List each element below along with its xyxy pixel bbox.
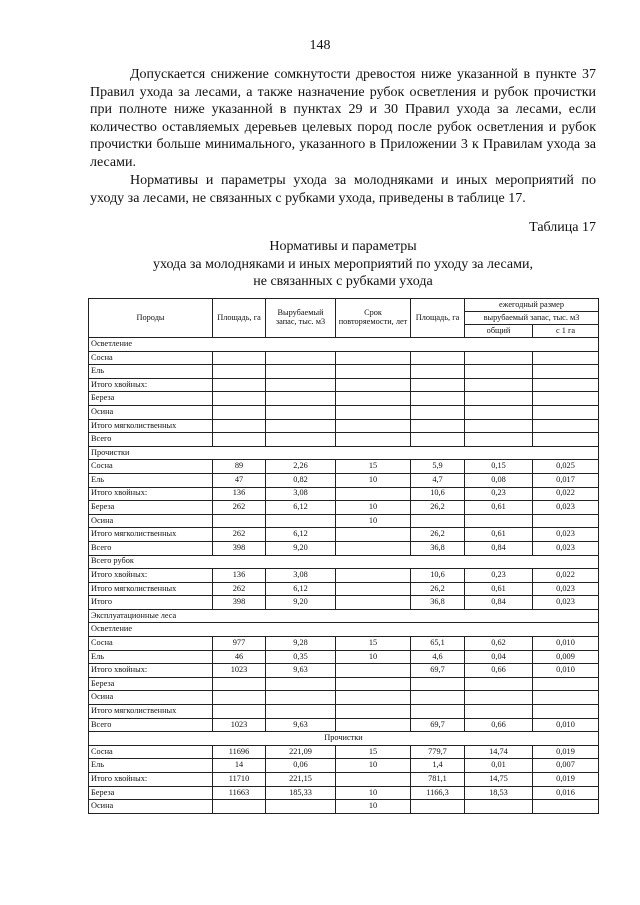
- cell-repeat-period: [336, 405, 411, 419]
- table-row: [89, 718, 599, 732]
- cell-species: Итого мягколиственных: [89, 582, 213, 596]
- cell-annual-per-ha: 0,025: [533, 460, 599, 474]
- cell-species: Итого хвойных:: [89, 664, 213, 678]
- cell-annual-per-ha: 0,019: [533, 745, 599, 759]
- cell-felled-stock: 221,15: [266, 773, 336, 787]
- cell-area: [213, 378, 266, 392]
- cell-repeat-period: 15: [336, 460, 411, 474]
- cell-repeat-period: [336, 528, 411, 542]
- section-row: [89, 446, 599, 460]
- cell-annual-per-ha: 0,023: [533, 528, 599, 542]
- table-row: [89, 691, 599, 705]
- cell-annual-total: 0,66: [465, 718, 533, 732]
- table-title-line-1: Нормативы и параметры: [269, 239, 417, 254]
- cell-annual-total: [465, 433, 533, 447]
- cell-repeat-period: [336, 691, 411, 705]
- cell-felled-stock: 3,08: [266, 487, 336, 501]
- cell-species: Сосна: [89, 745, 213, 759]
- table-row: [89, 487, 599, 501]
- cell-annual-total: 0,84: [465, 596, 533, 610]
- cell-annual-total: 0,61: [465, 582, 533, 596]
- header-annual-stock: вырубаемый запас, тыс. м3: [465, 312, 599, 325]
- table-row: [89, 786, 599, 800]
- cell-felled-stock: 9,20: [266, 596, 336, 610]
- cell-annual-total: [465, 419, 533, 433]
- cell-repeat-period: [336, 392, 411, 406]
- cell-felled-stock: 221,09: [266, 745, 336, 759]
- section-label: Осветление: [89, 623, 599, 637]
- cell-annual-per-ha: [533, 351, 599, 365]
- cell-repeat-period: [336, 541, 411, 555]
- cell-area: 136: [213, 569, 266, 583]
- cell-area: [213, 677, 266, 691]
- cell-annual-total: [465, 691, 533, 705]
- cell-annual-per-ha: 0,022: [533, 487, 599, 501]
- cell-area-annual: 36,8: [411, 541, 465, 555]
- cell-area-annual: [411, 419, 465, 433]
- cell-species: Итого хвойных:: [89, 487, 213, 501]
- cell-area-annual: 26,2: [411, 582, 465, 596]
- cell-area-annual: [411, 705, 465, 719]
- cell-area-annual: [411, 800, 465, 814]
- table-row: [89, 773, 599, 787]
- cell-species: Всего: [89, 541, 213, 555]
- cell-area-annual: 781,1: [411, 773, 465, 787]
- cell-felled-stock: 6,12: [266, 582, 336, 596]
- cell-felled-stock: [266, 691, 336, 705]
- cell-annual-per-ha: 0,010: [533, 664, 599, 678]
- cell-annual-total: 0,23: [465, 569, 533, 583]
- cell-felled-stock: 9,20: [266, 541, 336, 555]
- cell-annual-total: 0,23: [465, 487, 533, 501]
- section-label: Всего рубок: [89, 555, 599, 569]
- cell-area-annual: [411, 677, 465, 691]
- cell-area-annual: 36,8: [411, 596, 465, 610]
- cell-species: Береза: [89, 392, 213, 406]
- cell-area: 398: [213, 541, 266, 555]
- cell-felled-stock: [266, 351, 336, 365]
- table-row: [89, 745, 599, 759]
- cell-area-annual: 10,6: [411, 487, 465, 501]
- table-row: [89, 392, 599, 406]
- paragraph-2: Нормативы и параметры ухода за молодняками и иных мероприятий по уходу за лесами, не связанных с рубками ухода, приведены в таблице 17.: [90, 173, 596, 206]
- table-row: [89, 569, 599, 583]
- cell-area: [213, 365, 266, 379]
- section-label: Эксплуатационные леса: [89, 609, 599, 623]
- cell-species: Береза: [89, 786, 213, 800]
- cell-area-annual: 5,9: [411, 460, 465, 474]
- cell-species: Осина: [89, 691, 213, 705]
- norms-table: [88, 298, 599, 814]
- table-body: [89, 338, 599, 814]
- cell-felled-stock: 9,63: [266, 664, 336, 678]
- cell-species: Итого: [89, 596, 213, 610]
- cell-species: Ель: [89, 759, 213, 773]
- cell-species: Осина: [89, 405, 213, 419]
- cell-annual-per-ha: 0,016: [533, 786, 599, 800]
- cell-annual-total: 0,84: [465, 541, 533, 555]
- cell-felled-stock: [266, 392, 336, 406]
- table-row: [89, 677, 599, 691]
- cell-area: 47: [213, 473, 266, 487]
- cell-area: [213, 514, 266, 528]
- cell-repeat-period: [336, 365, 411, 379]
- cell-species: Ель: [89, 365, 213, 379]
- cell-annual-total: 0,15: [465, 460, 533, 474]
- cell-annual-per-ha: 0,017: [533, 473, 599, 487]
- cell-species: Итого мягколиственных: [89, 528, 213, 542]
- cell-annual-per-ha: [533, 433, 599, 447]
- paragraph-1: Допускается снижение сомкнутости древостоя ниже указанной в пункте 37 Правил ухода за лесами, а также назначение рубок осветления и рубок прочистки при полноте ниже указанной в пунктах 29 и 30 Правил ухода за лесами, если количество оставляемых деревьев целевых пород после рубок осветления и рубок прочистки больше минимального, указанного в Приложении 3 к Правилам ухода за лесами.: [90, 67, 596, 170]
- cell-area: [213, 405, 266, 419]
- table-row: [89, 582, 599, 596]
- cell-area: 14: [213, 759, 266, 773]
- table-row: [89, 541, 599, 555]
- cell-species: Всего: [89, 433, 213, 447]
- cell-species: Осина: [89, 800, 213, 814]
- cell-felled-stock: 0,35: [266, 650, 336, 664]
- cell-species: Итого хвойных:: [89, 773, 213, 787]
- cell-repeat-period: 15: [336, 637, 411, 651]
- table-row: [89, 650, 599, 664]
- table-row: [89, 528, 599, 542]
- cell-felled-stock: [266, 705, 336, 719]
- cell-annual-per-ha: [533, 365, 599, 379]
- cell-annual-per-ha: 0,007: [533, 759, 599, 773]
- cell-felled-stock: 185,33: [266, 786, 336, 800]
- cell-area-annual: [411, 405, 465, 419]
- cell-annual-total: 18,53: [465, 786, 533, 800]
- header-per-ha: с 1 га: [533, 325, 599, 338]
- cell-annual-per-ha: 0,022: [533, 569, 599, 583]
- section-row: [89, 338, 599, 352]
- cell-species: Ель: [89, 650, 213, 664]
- cell-repeat-period: [336, 582, 411, 596]
- table-row: [89, 596, 599, 610]
- cell-felled-stock: [266, 365, 336, 379]
- cell-felled-stock: 0,82: [266, 473, 336, 487]
- cell-annual-per-ha: [533, 705, 599, 719]
- cell-annual-per-ha: 0,019: [533, 773, 599, 787]
- cell-area-annual: [411, 433, 465, 447]
- cell-felled-stock: [266, 433, 336, 447]
- cell-species: Осина: [89, 514, 213, 528]
- cell-area: 262: [213, 582, 266, 596]
- subheading-row: [89, 732, 599, 746]
- cell-annual-per-ha: 0,010: [533, 718, 599, 732]
- table-header: [89, 299, 599, 338]
- cell-annual-total: [465, 392, 533, 406]
- cell-annual-per-ha: [533, 677, 599, 691]
- cell-repeat-period: [336, 664, 411, 678]
- cell-area: 46: [213, 650, 266, 664]
- cell-species: Сосна: [89, 351, 213, 365]
- cell-felled-stock: 2,26: [266, 460, 336, 474]
- cell-species: Сосна: [89, 637, 213, 651]
- header-species: Породы: [89, 299, 213, 338]
- cell-annual-per-ha: [533, 419, 599, 433]
- cell-repeat-period: 10: [336, 501, 411, 515]
- cell-annual-total: [465, 365, 533, 379]
- cell-area-annual: [411, 691, 465, 705]
- header-area: Площадь, га: [213, 299, 266, 338]
- cell-area: [213, 691, 266, 705]
- cell-annual-total: 14,74: [465, 745, 533, 759]
- cell-felled-stock: [266, 378, 336, 392]
- cell-area: [213, 433, 266, 447]
- section-row: [89, 555, 599, 569]
- cell-repeat-period: [336, 378, 411, 392]
- cell-annual-per-ha: [533, 800, 599, 814]
- cell-annual-total: 14,75: [465, 773, 533, 787]
- cell-repeat-period: [336, 569, 411, 583]
- cell-repeat-period: [336, 487, 411, 501]
- cell-repeat-period: 15: [336, 745, 411, 759]
- cell-repeat-period: [336, 677, 411, 691]
- cell-area-annual: 26,2: [411, 501, 465, 515]
- cell-area-annual: 10,6: [411, 569, 465, 583]
- cell-felled-stock: 6,12: [266, 528, 336, 542]
- table-row: [89, 514, 599, 528]
- cell-felled-stock: [266, 677, 336, 691]
- cell-species: Итого мягколиственных: [89, 419, 213, 433]
- cell-annual-total: [465, 514, 533, 528]
- cell-felled-stock: [266, 514, 336, 528]
- cell-repeat-period: [336, 419, 411, 433]
- table-row: [89, 800, 599, 814]
- section-row: [89, 623, 599, 637]
- header-annual-size: ежегодный размер: [465, 299, 599, 312]
- cell-annual-per-ha: 0,010: [533, 637, 599, 651]
- cell-area-annual: 779,7: [411, 745, 465, 759]
- cell-area-annual: 69,7: [411, 718, 465, 732]
- cell-felled-stock: [266, 405, 336, 419]
- cell-area: 11710: [213, 773, 266, 787]
- table-row: [89, 473, 599, 487]
- cell-annual-per-ha: 0,023: [533, 582, 599, 596]
- cell-area: 11663: [213, 786, 266, 800]
- table-row: [89, 351, 599, 365]
- cell-annual-per-ha: [533, 514, 599, 528]
- cell-repeat-period: [336, 596, 411, 610]
- cell-annual-total: [465, 800, 533, 814]
- cell-repeat-period: 10: [336, 514, 411, 528]
- cell-felled-stock: [266, 800, 336, 814]
- cell-area-annual: 69,7: [411, 664, 465, 678]
- cell-repeat-period: 10: [336, 800, 411, 814]
- cell-species: Береза: [89, 501, 213, 515]
- cell-species: Береза: [89, 677, 213, 691]
- cell-area-annual: [411, 365, 465, 379]
- cell-area-annual: [411, 514, 465, 528]
- cell-annual-total: 0,08: [465, 473, 533, 487]
- cell-annual-total: 0,01: [465, 759, 533, 773]
- table-row: [89, 378, 599, 392]
- cell-species: Ель: [89, 473, 213, 487]
- cell-annual-total: 0,66: [465, 664, 533, 678]
- cell-felled-stock: 3,08: [266, 569, 336, 583]
- cell-area: 1023: [213, 718, 266, 732]
- cell-area-annual: [411, 378, 465, 392]
- section-row: [89, 609, 599, 623]
- section-label: Прочистки: [89, 446, 599, 460]
- cell-area: 398: [213, 596, 266, 610]
- cell-annual-total: 0,04: [465, 650, 533, 664]
- cell-area: [213, 705, 266, 719]
- cell-felled-stock: 0,06: [266, 759, 336, 773]
- cell-annual-per-ha: 0,023: [533, 501, 599, 515]
- cell-repeat-period: [336, 718, 411, 732]
- cell-species: Всего: [89, 718, 213, 732]
- table-row: [89, 365, 599, 379]
- cell-repeat-period: 10: [336, 786, 411, 800]
- cell-felled-stock: 9,28: [266, 637, 336, 651]
- cell-annual-total: [465, 677, 533, 691]
- cell-annual-per-ha: [533, 378, 599, 392]
- cell-area-annual: 4,7: [411, 473, 465, 487]
- header-felled-stock: Вырубаемый запас, тыс. м3: [266, 299, 336, 338]
- table-row: [89, 664, 599, 678]
- cell-felled-stock: 9,63: [266, 718, 336, 732]
- cell-annual-total: 0,62: [465, 637, 533, 651]
- cell-area: 262: [213, 528, 266, 542]
- cell-area-annual: 1166,3: [411, 786, 465, 800]
- cell-annual-total: [465, 705, 533, 719]
- cell-annual-per-ha: 0,009: [533, 650, 599, 664]
- cell-area: [213, 800, 266, 814]
- table-row: [89, 460, 599, 474]
- table-label: Таблица 17: [529, 220, 596, 235]
- cell-area-annual: [411, 351, 465, 365]
- cell-felled-stock: 6,12: [266, 501, 336, 515]
- cell-repeat-period: 10: [336, 650, 411, 664]
- cell-area: [213, 392, 266, 406]
- header-total: общий: [465, 325, 533, 338]
- header-repeat-period: Срок повторяемости, лет: [336, 299, 411, 338]
- table-title-line-2: ухода за молодняками и иных мероприятий по уходу за лесами,: [152, 256, 534, 272]
- cell-area: 11696: [213, 745, 266, 759]
- table-row: [89, 405, 599, 419]
- cell-annual-per-ha: 0,023: [533, 596, 599, 610]
- cell-annual-per-ha: [533, 392, 599, 406]
- cell-area-annual: 26,2: [411, 528, 465, 542]
- cell-annual-total: [465, 378, 533, 392]
- table-row: [89, 419, 599, 433]
- cell-species: Итого хвойных:: [89, 569, 213, 583]
- cell-repeat-period: [336, 773, 411, 787]
- header-area-annual: Площадь, га: [411, 299, 465, 338]
- cell-annual-per-ha: [533, 691, 599, 705]
- cell-annual-total: 0,61: [465, 528, 533, 542]
- table-title-line-3: не связанных с рубками ухода: [253, 274, 433, 290]
- section-label: Осветление: [89, 338, 599, 352]
- cell-repeat-period: 10: [336, 759, 411, 773]
- cell-area: [213, 419, 266, 433]
- cell-annual-total: [465, 351, 533, 365]
- cell-repeat-period: [336, 351, 411, 365]
- table-row: [89, 501, 599, 515]
- cell-area: 1023: [213, 664, 266, 678]
- cell-annual-total: [465, 405, 533, 419]
- cell-area: [213, 351, 266, 365]
- cell-area-annual: 4,6: [411, 650, 465, 664]
- table-row: [89, 759, 599, 773]
- subheading-label: Прочистки: [89, 732, 599, 746]
- cell-area: 977: [213, 637, 266, 651]
- cell-species: Итого мягколиственных: [89, 705, 213, 719]
- cell-felled-stock: [266, 419, 336, 433]
- cell-repeat-period: 10: [336, 473, 411, 487]
- cell-annual-per-ha: [533, 405, 599, 419]
- table-row: [89, 705, 599, 719]
- table-title: [90, 238, 596, 291]
- cell-repeat-period: [336, 433, 411, 447]
- cell-species: Сосна: [89, 460, 213, 474]
- cell-area-annual: 65,1: [411, 637, 465, 651]
- cell-repeat-period: [336, 705, 411, 719]
- cell-area: 136: [213, 487, 266, 501]
- table-row: [89, 637, 599, 651]
- cell-annual-per-ha: 0,023: [533, 541, 599, 555]
- cell-annual-total: 0,61: [465, 501, 533, 515]
- cell-species: Итого хвойных:: [89, 378, 213, 392]
- cell-area: 89: [213, 460, 266, 474]
- cell-area-annual: 1,4: [411, 759, 465, 773]
- cell-area: 262: [213, 501, 266, 515]
- cell-area-annual: [411, 392, 465, 406]
- table-row: [89, 433, 599, 447]
- page-number: 148: [309, 38, 331, 53]
